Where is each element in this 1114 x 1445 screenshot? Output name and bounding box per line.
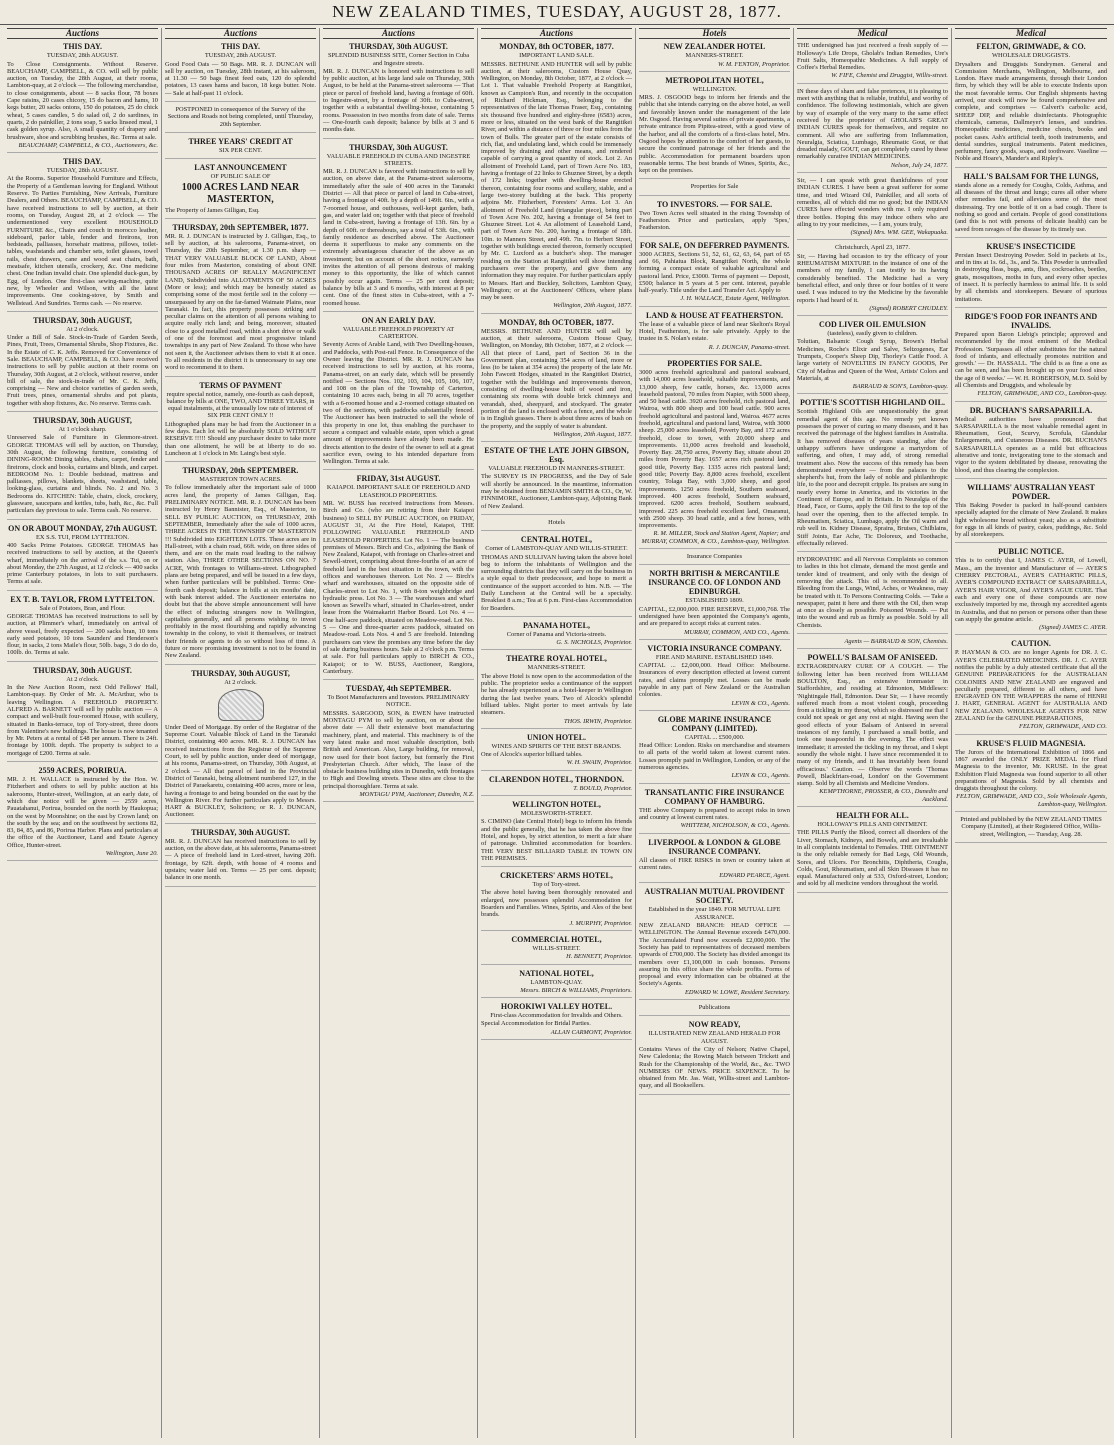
ad-body: The above hotel having been thoroughly renovated and enlarged, now possesses splendid Accommodation for Boarders and Families. Wines, Spirits, and Ales of the best brands. [481,889,632,919]
ad-signature: W. FIFE, Chemist and Druggist, Willis-street. [831,72,948,80]
ad-body: NEW ZEALAND BRANCH: HEAD OFFICE — WELLINGTON. The Annual Revenue exceeds £470,000. The Accumulated Fund now exceeds £2,000,000. The Society has paid to representatives of deceased members upwards of £700,000. The Society has divided amongst its members over £1,100,000 in cash bonuses. Persons assuring in this office share the whole profits. Forms of proposal and every information can be obtained at the Society's Agents. [639,922,790,988]
ad-body: THE PILLS Purify the Blood, correct all disorders of the Liver, Stomach, Kidneys, and Bowels, and are invaluable in all complaints incidental to Females. THE OINTMENT is the only reliable remedy for Bad Legs, Old Wounds, Sores, and Ulcers. For Bronchitis, Diphtheria, Coughs, Colds, Gout, Rheumatism, and all Skin Diseases it has no equal. Manufactured only at 533, Oxford-street, London; and sold by all medicine vendors throughout the world. [797,829,948,888]
ad-body: Contains Views of the City of Nelson; Native Chapel, New Caledonia; the Rowing Match between Trickett and Rush for the Championship of the World, &c., &c. TWO NUMBERS OF NEWS. PRICE SIXPENCE. To be obtained from Mr. Jas. Wait, Willis-street and Lambton-quay, and all Booksellers. [639,1045,790,1090]
ad-signature: EDWARD PEARCE, Agent. [719,872,790,880]
ad-subhead: Christchurch, April 23, 1877. [835,244,910,252]
ad-headline: NOW READY, [688,1020,741,1030]
ad-headline: FOR SALE, ON DEFERRED PAYMENTS. [639,240,790,250]
ad-subhead: At 1 o'clock sharp. [58,426,107,434]
advertisement [955,816,1107,843]
section-heading: Medical [955,28,1107,39]
ad-body: MR. J. H. WALLACE is instructed by the Hon. W. Fitzherbert and others to sell by public auction at his salerooms, Hunter-street, Wellington, at an early date, of which due notice will be given — 2559 acres, Pauatahanui, Porirua, bounded on the north by Haukopua; on the west by Moonshine; on the east by Crown land; on the south by the sea; and on the southwest by sections 82, 83, 84, 85, and 86, Porirua Harbor. Plans and particulars at the office of the Auctioneer, Land and Estate Agency Office, Hunter-street. [7,776,158,849]
section-heading: Medical [797,28,948,39]
ad-body: Special Accommodation for Bridal Parties. [481,1020,591,1028]
ad-body: Unreserved Sale of Furniture in Glenmore-street. GEORGE THOMAS will sell by auction, on Thursday, 30th August, the following furniture, consisting of DINING-ROOM: Dining tables, chairs, carpet, fender and fireirons, clock and books, curtains and blinds, and carpet. BEDROOM No. 1: Double bedstead, mattress and palliasses, pillows, blankets, sheets, washstand, table, looking-glass, curtains and blinds. No. 2 and No. 3 Bedrooms do. KITCHEN: Table, chairs, clock, crockery, glassware, saucepans and kettles, tubs, bath, &c., &c. Full particulars day previous to sale. Terms cash. No reserve. [7,434,158,515]
ad-body: The above Hotel is now open to the accommodation of the public. The proprietor seeks a continuance of the support he has already experienced as a hotel-keeper in Wellington during the last twelve years. Two of Alcock's splendid billiard tables. Night porter to meet arrivals by late steamers. [481,672,632,717]
ad-body: The SURVEY IS IN PROGRESS, and the Day of Sale will shortly be announced. In the meantime, information may be obtained from BENJAMIN SMITH & CO., Or, W. FINNIMORE, Auctioneer, Lambton-quay, Adjoining Bank of New Zealand. [481,473,632,510]
ad-headline: NATIONAL HOTEL, [519,968,594,978]
advertisement [165,381,316,463]
ad-headline: TRANSATLANTIC FIRE INSURANCE COMPANY OF HAMBURG. [644,787,785,806]
advertisement [323,143,474,312]
ad-body: MESSRS. SARGOOD, SON, & EWEN have instructed MONTAGU PYM to sell by auction, on or about the above date — All their extensive boot manufacturing machinery, plant, and material. This machinery is of the very latest make and most valuable description, both British and American. Also, Large building, for removal, now used for their boot factory, but formerly the First Presbyterian Church. After which, The lease of the obstacle business building sites in Dunedin, with frontages to High and Dowling streets. These sites are close to the principal thoroughfare. Terms at sale. [323,709,474,790]
advertisement [7,416,158,520]
ad-subhead: require special notice, namely, one-fourth as cash deposit, balance by bills at ONE, TWO, AND THREE YEARS, in equal instalments, at the unusually low rate of interest of SIX PER CENT ONLY !! [166,390,315,420]
advertisement [7,42,158,153]
advertisement [797,398,948,552]
ad-body: Lithographed plans may be had from the Auctioneer in a few days. Each lot will be absolutely SOLD WITHOUT RESERVE !!!!! Should any purchaser desire to take more than one allotment, he will be at liberty to do so. Luncheon at 1 o'clock in Mr. Laing's best style. [165,420,316,457]
ad-headline: THIS DAY. [63,42,102,52]
ad-headline: TERMS OF PAYMENT [199,380,282,390]
ad-headline: PROPERTIES FOR SALE. [667,358,762,368]
ad-headline: LAND & HOUSE AT FEATHERSTON. [646,310,783,320]
advertisement [955,406,1107,479]
ad-headline: CENTRAL HOTEL, [520,535,593,545]
section-heading: Hotels [639,28,790,39]
ad-subhead: ILLUSTRATED NEW ZEALAND HERALD FOR AUGUST. [648,1030,781,1045]
ad-body: Seventy Acres of Arable Land, with Two Dwelling-houses, and Paddocks, with Post-rail Fence. In Consequence of the Owner leaving the District. MR. R. J. DUNCAN has received instructions to sell by auction, at his rooms, Panama-street, on an early date, which will be presently notified — Sections Nos. 102, 103, 104, 105, 106, 107, and 108 on the plan of the Township of Carterton, containing 10 acres each, being in all 70 acres, together with a 6-roomed house and a 2-roomed cottage situated on two of the sections, with paddocks substantially fenced. The Auctioneer has been instructed to sell the whole of this property in one lot, thus enabling the purchaser to secure a compact and valuable estate, upon which a great amount of improvements have already been made. He directs attention to the desire of the owner to sell at a great sacrifice even, owing to his intended departure from Wellington. Terms at sale. [323,341,474,466]
ad-subhead: (tasteless), easily given to children. [827,330,918,338]
advertisement [481,871,632,931]
ad-body: Medical authorities have pronounced that SARSAPARILLA is the most valuable remedial agent in Rheumatism, Gout, Scurvy, Scrofula, Glandular Enlargements, and Cutaneous Diseases. DR. BUCHAN'S SARSAPARILLA operates as a mild but efficacious alterative and tonic, invigorating tone to the stomach and vigor to the system debilitated by disease, renovating the blood, and thus clearing the complexion. [955,415,1107,474]
ad-body: To follow immediately after the important sale of 1000 acres land, the property of James Gilligan, Esq. PRELIMINARY NOTICE. MR. R. J. DUNCAN has been instructed by Henry Bannister, Esq., of Masterton, to SELL BY PUBLIC AUCTION, on THURSDAY, 20th SEPTEMBER, Immediately after the sale of 1000 acres, THREE ACRES IN THE TOWNSHIP OF MASTERTON !!! Subdivided into EIGHTEEN LOTS. These acres are in Hall-street, with a chain road, 66ft. wide, on three sides of them, and are on the main road leading to the railway station. Also, THREE OTHER SECTIONS ON NO. 7 ACRE, With frontages to Williams-street. Lithographed plans are being prepared, and will be issued in a few days, when further particulars will be published. Terms: One-fourth cash deposit; balance in bills at six months' date, with bank interest added. The Auctioneer entertains no doubt but that the above simple announcement will have the effect of inducing strangers now in Wellington, capitalists generally, and all persons wishing to invest profitably in the most flourishing and rapidly advancing township in the colony, to visit it themselves, or instruct their friends or agents to do so without loss of time. A future or more promising investment is not to be found in New Zealand. [165,484,316,660]
ad-headline: THURSDAY, 30th AUGUST, [191,668,290,678]
column-2 [162,28,320,1438]
ad-signature: J. MURPHY, Proprietor. [569,919,632,927]
ad-headline: CAUTION. [1011,639,1051,649]
advertisement [7,524,158,591]
ad-subhead: MOLESWORTH-STREET. [520,810,593,818]
advertisement [639,1020,790,1094]
ad-headline: MONDAY, 8th OCTOBER, 1877. [499,42,614,52]
ad-signature: Messrs. BIRCH & WILLIAMS, Proprietors. [520,986,632,994]
royal-crest-icon [218,689,264,721]
advertisement [797,320,948,394]
ad-body: MESSRS. BETHUNE AND HUNTER will sell by public auction, at their salerooms, Custom House Quay, Wellington, on Monday, 8th October, 1877, at 2 o'clock — Lot 1. That valuable Freehold Property at Rangitikei, known as Campion's Run, and recently in the occupation of Richard Hickman, Esq., belonging to the representatives of the late Thomas Fraser, Esq., containing six thousand five hundred and eighty-three (6583) acres, more or less, situated on the west bank of the Rangitikei River, and within a distance of three or four miles from the town of Bulls. The greater part of the estate consists of rich, flat, and undulating land, which could be immensely improved by draining and other means, and rendered capable of carrying a great quantity of stock. Lot 2. An allotment of Freehold Land, part of Town Acre No. 183, having a frontage of 22 links to Ghuznee Street, by a depth of 172 links; together with dwelling-house erected thereon, containing four rooms and scullery, stable, and a large two-storey building at the back. This property adjoins Mr. Fitzherbert, Foresters' Arms. Lot 3. An allotment of Freehold Land (triangular piece), being part of Town Acre No. 202, having a frontage of 54 feet to Ghuznee Street. Lot 4. An allotment of Leasehold Land, part of Town Acre No. 200, having a frontage of 18ft. 10in. to Manners Street, and 49ft. 7in. to Herbert Street, together with buildings erected thereon, formerly occupied by Mr. C. Luxford as a butcher's shop. The manager residing on the Station at Rangitikei will show intending purchasers over the property, and give them any information they may require. For further particulars apply to Messrs. Hart and Buckley, Solicitors, Lambton Quay, Wellington; or at the Auctioneers' Offices, where plans may be seen. [481,60,632,302]
ad-headline: TUESDAY, 4th SEPTEMBER. [345,684,452,694]
ad-body: MRS. J. OSGOOD begs to inform her friends and the public that she intends carrying on the above hotel, as well and favorably known under the management of the late Mr. Osgood. Having several suites of private apartments, a private entrance from Pipitea-street, with a good view of the harbor, and all the comforts of a first-class hotel, Mrs. Osgood hopes by attention to the comfort of her guests, to secure the continued patronage of her friends and the public. Accommodation for permanent boarders upon reasonable terms. The best brands of Wines, Spirits, &c., kept on the premises. [639,94,790,175]
ad-body: THE above Company is prepared to accept risks in town and country at lowest current rates. [639,806,790,821]
ad-signature: LEVIN & CO., Agents. [731,699,790,707]
advertisement [955,739,1107,812]
masthead: NEW ZEALAND TIMES, TUESDAY, AUGUST 28, 1877. [0,0,1114,25]
ad-subhead: First-class Accommodation for Invalids and Others. [490,1012,623,1020]
ad-body: THE undersigned has just received a fresh supply of — Holloway's Life Drops, Gholab's Indian Remedies, Ure's Fruit Salts, Homeopathic Medicines. A full supply of Coffee's Herbal Remedies. [797,42,948,72]
column-7 [952,28,1110,1438]
ad-signature: Wellington, June 20. [105,850,158,858]
ad-subhead: KAIAPOI. IMPORTANT SALE OF FREEHOLD AND LEASEHOLD PROPERTIES. [326,484,471,499]
ad-subhead: WHOLESALE DRUGGISTS. [991,52,1071,60]
ad-headline: KRUSE'S FLUID MAGNESIA. [976,738,1086,748]
ad-subhead: HOLLOWAY'S PILLS AND OINTMENT. [817,821,928,829]
ad-headline: THURSDAY, 30th AUGUST. [349,42,448,52]
ad-subhead: SPLENDID BUSINESS SITE, Corner Section in Cuba and Ingestre streets. [327,52,470,67]
ad-body: MR. R. J. DUNCAN is honored with instructions to sell by public auction, at his large land sale on Thursday, 30th August, to be held at the Panama-street salerooms — That piece or parcel of freehold land, having a frontage of 60ft. to Ingestre-street, by a frontage of 30ft. to Cuba-street, together with a substantial dwelling-house, containing 5 rooms. Possession in two months from date of sale. Terms — One-fourth cash deposit; balance by bills at 3 and 6 months date. [323,67,474,134]
advertisement [639,200,790,237]
advertisement [323,42,474,138]
ad-headline: DR. BUCHAN'S SARSAPARILLA. [969,405,1093,415]
ad-headline: THURSDAY, 30th AUGUST. [33,665,132,675]
ad-signature: MURRAY, COMMON, AND CO., Agents. [684,628,790,636]
ad-headline: WELLINGTON HOTEL, [512,800,601,810]
advertisement [165,669,316,824]
advertisement [639,359,790,549]
ad-signature: (Signed) Mrs. WM. GEE, Wakapuaka. [850,229,948,237]
ad-body: EXTRAORDINARY CURE OF A COUGH. — The following letter has been received from WILLIAM BOULTON, Esq., an extensive ironmaster in Staffordshire, and residing at Edmonton, Middlesex: 'Nightingale Hall, Edmonton. Dear Sir, — I have recently suffered much from a most violent cough, proceeding from a tickling in my throat, which so distressed me that I could not speak or get any rest at night. Having seen the good effects of your Balsam of Aniseed in several instances of my family, I purchased a small bottle, and took one teaspoonful in the evening. The effect was immediate; it arrested the tickling in my throat, and I slept soundly the whole night. I have since recommended it to many of my friends, and it has invariably been found efficacious.' Caution. — Observe the words 'Thomas Powell, Blackfriars-road, London' on the Government stamp. Sold by all Chemists and Medicine Vendors. [797,663,948,788]
ad-subhead: MANNERS-STREET. [685,52,744,60]
ad-body: In the New Auction Room, next Odd Fellows' Hall, Lambton-quay. By Order of Mr. A. McArthur, who is leaving Wellington. A FREEHOLD PROPERTY. ALFRED A. BARNETT will sell by public auction — A compact and well-built four-roomed House, with scullery, situated in Banks-terrace, top of Tory-street, three doors from Valentine's new buildings. The house is now tenanted by Mr. Peters at a rental of £48 per annum. There is 24ft. frontage by 100ft. depth. The property is subject to a mortgage of £200. Terms at sale. [7,684,158,757]
ad-signature: W. M. FENTON, Proprietor. [717,60,790,68]
column-4 [478,28,636,1438]
column-3 [320,28,478,1438]
ad-subhead: VALUABLE FREEHOLD IN MANNERS-STREET. [488,465,625,473]
ad-subhead: Established in the year 1849. FOR MUTUAL LIFE ASSURANCE. [648,906,781,921]
ad-subhead: At 2 o'clock. [224,678,257,686]
ad-subhead: At 2 o'clock. [66,325,99,333]
ad-signature: Agents — BARRAUD & SON, Chemists. [844,638,948,646]
ad-headline: PUBLIC NOTICE. [998,547,1064,557]
ad-body: To Close Consignments. Without Reserve. BEAUCHAMP, CAMPBELL, & CO. will sell by public auction, on Tuesday, the 28th August, at their rooms, Lambton-quay, at 2 o'clock — The following merchandise, to close consignments, about — 8 sacks flour, 78 boxes Cape raisins, 20 cases chicory, 15 do bacon and hams, 10 kegs butter, 20 sacks onions, 150 do potatoes, 25 do chick wheat, 5 cases candles, 5 do salad oil, 2 do sardines, in quarts, 2 do painkiller, 2 tons soap, 5 sacks linseed meal, 1 cask golden syrup. Also, A small quantity of drapery and brushware, shoe and scrubbing brushes, &c. Terms at sale. [7,60,158,141]
ad-body: CAPITAL ... £2,000,000. Head Office: Melbourne. Insurances of every description effected at lowest current rates, and claims promptly met. Losses can be made payable in any part of New Zealand or the Australian colonies. [639,662,790,699]
ad-body: The lease of a valuable piece of land near Skelton's Royal Hotel, Featherston, is for sale privately. Apply to the trustee in S. Nolan's estate. [639,320,790,343]
ad-body: Under Deed of Mortgage. By order of the Registrar of the Supreme Court. Valuable Block of Land in the Taranaki District, containing 400 acres. MR. R. J. DUNCAN has received instructions from the Registrar of the Supreme Court, to sell by public auction, under deed of mortgage, at his rooms, Panama-street, on Thursday, 30th August, at 2 o'clock — All that parcel of land in the Provincial District of Taranaki, being allotment numbered 127, in the District of Paraekaretu, containing 400 acres, more or less, having a frontage to and being bounded on the east by the Wellington River. For further particulars apply to Messrs. HART & BUCKLEY, Solicitors; or R. J. DUNCAN, Auctioneer. [165,723,316,819]
ad-subhead: MASTERTON TOWN ACRES. [199,476,282,484]
section-heading: Auctions [165,28,316,39]
ad-subhead: MANNERS-STREET. [527,664,586,672]
ad-subhead: Sale of Potatoes, Bran, and Flour. [39,604,126,612]
ad-body: IN these days of sham and false pretences, it is pleasing to meet with anything that is reliable, truthful, and worthy of confidence. The following testimonials, which are given by way of example of the very many to the same effect received by the proprietor of GHOLAB'S GREAT INDIAN CURES speak for themselves, and require no comment. All who are suffering from Inflammation, Neuralgia, Sciatica, Lumbago, Rheumatic Gout, or that dreaded malady, GOUT, can get completely cured by these remarkably curative INDIAN MEDICINES. [797,87,948,161]
ad-subhead: At 2 o'clock. [66,675,99,683]
ad-body: CAPITAL, £2,000,000. FIRE RESERVE, £1,000,768. The undersigned have been appointed the Company's agents, and are prepared to accept risks at current rates. [639,605,790,628]
ad-body: Sir, — I can speak with great thankfulness of your INDIAN CURES. I have been a great sufferer for some time, and tried Wizard Oil, Painkiller, and all sorts of remedies, all of which did me no good; but the INDIAN CURES have effected wonders with me. I only required three bottles. Hoping this may induce others who are ailing to try your medicines, — I am, yours truly, [797,177,948,228]
ad-headline: PANAMA HOTEL, [523,620,590,630]
ad-signature: T. BOULD, Proprietor. [573,784,632,792]
ad-headline: THIS DAY. [221,42,260,52]
ad-signature: ALLAN CARMONT, Proprietor. [550,1028,632,1036]
advertisement [955,242,1107,308]
ad-headline: AUSTRALIAN MUTUAL PROVIDENT SOCIETY. [644,887,785,906]
advertisement [165,223,316,377]
advertisement [797,42,948,83]
ad-signature: WHITTEM, NICHOLSON, & CO., Agents. [680,822,790,830]
ad-headline: MONDAY, 8th OCTOBER, 1877. [499,317,614,327]
advertisement [639,715,790,784]
advertisement [165,42,316,102]
ad-body: The Property of James Gilligan, Esq. [165,206,260,214]
ad-subhead: WINES AND SPIRITS OF THE BEST BRANDS. [491,742,622,750]
ad-signature: FELTON, GRIMWADE, AND CO., Sole Wholesale Agents, Lambton-quay, Wellington. [956,793,1107,808]
ad-body: MR. W. BUSS has received instructions from Messrs. Birch and Co. (who are retiring from their Kaiapoi business) to SELL BY PUBLIC AUCTION, on FRIDAY, AUGUST 31, At the Fire Hotel, Kaiapoi, THE FOLLOWING VALUABLE FREEHOLD AND LEASEHOLD PROPERTIES. Lot No. 1 — The business premises of Messrs. Birch and Co., adjoining the Bank of New Zealand, Kaiapoi, with frontage on Charles-street and Sewell-street, comprising about three-fourths of an acre of freehold land in the best situation in the town, with the offices and warehouses thereon. Lot No. 2 — Birch's wharf and warehouses, situated on the opposite side of Charles-street to Lot No. 1, with 8-ton weighbridge and hydraulic press. Lot No. 3 — The warehouses and wharf known as Sewell's wharf, situated in Charles-street, under lease from the Waimakariri Harbor Board. Lot No. 4 — One half-acre paddock, situated on Meadow-road. Lot No. 5 — One and three-quarter acres paddock, situated on Meadow-road. Lots Nos. 4 and 5 are freehold. Intending purchasers can view the premises any time before the day of sale during business hours. Sale at 2 o'clock p.m. Terms at sale. For full particulars apply to BIRCH & CO., Kaiapoi; or to W. BUSS, Auctioneer, Rangiora, Canterbury. [323,500,475,675]
advertisement [165,137,316,159]
advertisement [481,969,632,999]
advertisement [639,183,790,195]
ad-headline: LIVERPOOL & LONDON & GLOBE INSURANCE COMPANY. [648,837,781,856]
advertisement [639,644,790,711]
ad-subhead: CAPITAL ... £500,000. [684,733,745,741]
ad-headline: THURSDAY, 30th AUGUST, [33,416,132,426]
advertisement [955,639,1107,734]
ad-body: This Baking Powder is packed in half-pound canisters specially adapted for the climate of New Zealand. It makes light wholesome bread without yeast; also as a substitute for eggs in all kinds of pastry, cakes, puddings, &c. Sold by all storekeepers. [955,501,1107,539]
ad-body: The Jurors of the International Exhibition of 1866 and 1867 awarded the ONLY PRIZE MEDAL for Fluid Magnesia to the inventor, Mr. KRUSE. In the great Exhibition Fluid Magnesia was found superior to all other preparations of Magnesia. Sold by all chemists and druggists throughout the colony. [955,748,1107,793]
ad-signature: LEVIN & CO., Agents. [731,772,790,780]
ad-subhead: WILLIS-STREET. [532,944,581,952]
ad-signature: Nelson, July 24, 1877. [890,161,948,169]
ad-body: Two Town Acres well situated in the rising Township of Featherston. Price and particulars, apply 'Spes,' Featherston. [639,209,790,232]
ad-body: At the Rooms. Superior Household Furniture and Effects, the Property of a Gentleman leaving for England. Without Reserve. To Parties Furnishing, New Arrivals, Furniture Dealers, and Others. BEAUCHAMP, CAMPBELL, & CO. have received instructions to sell by auction, at their rooms, on Tuesday, August 28, at 2 o'clock — The undermentioned very excellent HOUSEHOLD FURNITURE &c., Chairs and couch in morocco leather, sideboard, parlor table, fender and fireirons, iron bedsteads, palliasses, horsehair mattress, pillows, toilet-tables, washstands and chamber sets, toilet glasses, towel rails, chest drawers, cane and wood seat chairs, bath, meatsafe, kitchen utensils, crockery, &c. One medicine chest. One Indian invalid chair. One splendid duck-gun, by Egg, of London. One first-class sewing-machine, quite new, by Wheeler and Wilson, with all the latest improvements. One cooking-stove, by Smith and Wellstead. And Sundries. Terms cash. — No reserve. [7,175,158,307]
ad-headline: METROPOLITAN HOTEL, [665,75,764,85]
ad-headline: KRUSE'S INSECTICIDE [986,241,1076,251]
ad-headline: EX T. B. TAYLOR, FROM LYTTELTON. [10,594,155,604]
ad-headline: NEW ZEALANDER HOTEL [663,42,766,52]
section-heading: Auctions [481,28,632,39]
column-5 [636,28,794,1438]
section-heading: Auctions [7,28,158,39]
ad-headline: HOROKIWI VALLEY HOTEL. [500,1002,613,1012]
ad-subhead: SIX PER CENT. [218,146,263,154]
ad-headline: ON OR ABOUT MONDAY, 27th AUGUST. [8,523,157,533]
ad-body: stands alone as a remedy for Coughs, Colds, Asthma, and all diseases of the throat and lungs; cures all other where other remedies fail, and alleviates some of the most distressing. Try one bottle of it on a bad cough. There is nothing so good and certain. People of good constitutions (and this is not with persons of delicate health) can be saved from ravages of the disease by its timely use. [955,181,1107,233]
ad-body: Tolutian, Balsamic Cough Syrup, Brown's Herbal Medicines, Roche's Elixir and Salve, Seltzogenes, Ear Trumpets, Cooper's Sheep Dip, Thorley's Cattle Food. A large variety of NOVELTIES IN FANCY GOODS, Per City of Madras and Queen of the West, Artists' Colors and Materials, at [797,338,948,382]
ad-body: Sir, — Having had occasion to try the efficacy of your RHEUMATISM MIXTURE in the instance of one of the members of my family, I can testify to its having considerably benefited. The Medicine had a very beneficial effect, and only three or four bottles of it were used. I was induced to try the Medicine by the favorable reports I had heard of it. [797,252,948,304]
ad-subhead: To Boot Manufacturers and Investors. PRELIMINARY NOTICE. [327,694,470,709]
advertisement [323,316,474,471]
ad-subhead: Corner of Panama and Victoria-streets. [506,630,607,638]
ad-headline: TO INVESTORS. — FOR SALE. [656,199,773,209]
ad-headline: ON AN EARLY DAY. [361,315,436,325]
advertisement [323,684,474,802]
advertisement [481,519,632,531]
ad-headline: FELTON, GRIMWADE, & CO. [976,42,1086,52]
advertisement [481,654,632,728]
advertisement [481,775,632,796]
advertisement [7,316,158,412]
ad-body: This is to certify that I, JAMES C. AYER, of Lowell, Mass., am the inventor and Manufacturer of — AYER'S CHERRY PECTORAL, AYER'S CATHARTIC PILLS, AYER'S COMPOUND EXTRACT OF SARSAPARILLA, AYER'S HAIR VIGOR, And AYER'S AGUE CURE. That each and every one of these compounds are now exclusively imported by me, through my accredited agents in Australia, and that no person or persons other than these can supply the genuine article. [955,557,1107,623]
advertisement [639,553,790,565]
ad-body: Good Food Oats — 50 Bags. MR. R. J. DUNCAN will sell by auction, on Tuesday, 28th instant, at his saleroom, at 11.30 — 50 bags finest feed oats, 120 do splendid potatoes, 13 cases hams and bacon, 18 kegs butter. Note. — Sale at half-past 11 o'clock. [165,60,316,97]
ad-body: Scottish Highland Oils are unquestionably the great remedial agent of this age. No remedy yet known possesses the power of curing so many diseases, and it has received the patronage of the highest families in Australia. It has removed diseases of years standing, after the unhappy sufferers have undergone a martyrdom of suffering, and often, I may add, of strong remedial treatment also. Now the success of this remedy has been demonstrated everywhere — from the palaces to the shepherd's hut, from the lady of noble and philanthropic life, to the poor and decrepit cripple. Its praises are sung in nearly every home in America, and its victories in the Continent of Europe, and in Britain. In Neuralgia of the Head, Face, or Gums, apply the Oil first to the top of the head over the opening, then to the affected temple. In Rheumatism, Sciatica, Lumbago, apply the Oil warm and rub well in. Kidney Disease, Sprains, Bruises, Chilblains, Stiff Joints, Ear Ache, Tic Doloreux, and Toothache, effectually relieved. [797,408,948,547]
advertisement [797,653,948,807]
ad-body: All classes of FIRE RISKS in town or country taken at current rates. [639,856,790,871]
ad-body: 3000 acres freehold agricultural and pastoral seaboard, with 14,000 acres leasehold, valuable improvements, and 13,000 sheep, few cattle, horses, &c. 13,000 acres leasehold pastoral, 70 miles from Napier, with 5000 sheep, and 50 head cattle. 3920 acres freehold, rich pastoral land, Wairoa, with 800 sheep and 100 head cattle. 900 acres freehold agricultural and pastoral land, Wairoa. 4677 acres freehold, agricultural and pastoral land, Wairoa, with 3000 sheep. 25,000 acres leasehold, Poverty Bay, and 172 acres freehold, close to town, with 20,000 sheep and improvements. 11,000 acres freehold and leasehold, Poverty Bay. 28,750 acres, Poverty Bay, situate about 20 miles from Poverty Bay. 1657 acres rich pastoral land, good title, Poverty Bay. 1335 acres rich pastoral land; good title; Poverty Bay. 8,800 acres freehold, excellent country, Tolaga Bay, with 3,000 sheep, and good improvements. 1250 acres freehold, Southern seaboard, improved. 400 acres freehold, Southern seaboard, improved. 6200 acres freehold, Southern seaboard, improved. 225 acres freehold excellent land, Omaranui, with 2500 sheep. 30 head cattle, and a few horses, with improvements. [639,368,790,530]
ad-body: P. HAYMAN & CO. are no longer Agents for DR. J. C. AYER'S CELEBRATED MEDICINES. DR. J. C. AYER notifies the public by a duly attested certificate that all the GENUINE PREPARATIONS for the AUSTRALIAN COLONIES AND NEW ZEALAND are engraved and peculiarly prepared, different to all others, and have ENGRAVED ON THE WRAPPERS the name of HENRI J. HART, GENERAL AGENT for AUSTRALIA AND NEW ZEALAND. WHOLESALE AGENTS FOR NEW ZEALAND for the GENUINE PREPARATIONS, [955,649,1107,723]
ad-headline: POWELL'S BALSAM OF ANISEED. [807,653,938,663]
advertisement [165,163,316,219]
ad-subhead: POSTPONED in consequence of the Survey of the Sections and Roads not being completed, until Thursday, 20th September. [167,106,314,128]
ad-headline: THURSDAY, 30th AUGUST. [191,827,290,837]
ad-headline: RIDGE'S FOOD FOR INFANTS AND INVALIDS. [964,311,1098,330]
ad-subhead: Top of Tory-street. [532,881,581,889]
ad-subhead: TUESDAY, 28th AUGUST. [46,52,119,60]
ad-body: HYDROPATHIC and all Nervous Complaints so common to ladies in this hot climate, demand the most gentle and tender kind of treatment, and only with the design of removing the attack. This oil is recommended to all. Bleeding from the Lungs, Wind, Aches, or Weakness, may be treated with it. To Persons Contracting Colds. — Take a newspaper, paint it here and there with the Oil, then wrap at once as closely as possible. Poisoned Wounds. — Put into the wound and rub as firmly as possible. Sold by all Chemists. [797,556,948,629]
ad-body: THOMAS AND SULLIVAN having taken the above hotel beg to inform the inhabitants of Wellington and the surrounding districts that they will carry on the business in a style equal to their predecessor, and hope to merit a continuance of the support accorded to him. N.B. — The Daily Luncheon at the Central will be a specialty. Breakfast 8 a.m.; Tea at 6 p.m. First-class Accommodation for Boarders. [481,553,632,612]
advertisement [7,595,158,662]
ad-signature: FELTON, GRIMWADE, AND CO. [1019,723,1107,731]
ad-headline: THREE YEARS' CREDIT AT [188,136,293,146]
ad-headline: UNION HOTEL. [526,732,587,742]
ad-signature: (Signed) JAMES C. AYER. [1039,624,1107,632]
column-1 [4,28,162,1438]
advertisement [7,766,158,861]
ad-headline: WILLIAMS' AUSTRALIAN YEAST POWDER. [967,482,1095,501]
ad-subhead: EX S.S. TUI, FROM LYTTELTON. [36,533,129,541]
ad-headline: COMMERCIAL HOTEL, [511,934,602,944]
advertisement [639,838,790,884]
ad-body: GEORGE THOMAS has received instructions to sell by auction, at Plimmer's wharf, immediately on arrival of above vessel, freely expected — 200 sacks bran, 10 tons early seed potatoes, 10 tons Saunders' and Henderson's flour, in sacks, 2 tons Maile's flour, 50lb. bags, 3 do do do, 100lb. do. Terms at sale. [7,613,158,657]
section-heading: Auctions [323,28,474,39]
advertisement [797,88,948,173]
ad-body: S. CIMINO (late Central Hotel) begs to inform his friends and the public generally, that he has taken the above fine Hotel, and hopes, by strict attention, to merit a fair share of patronage. Unlimited accommodation for boarders. THE VERY BEST BILLIARD TABLE IN TOWN ON THE PREMISES. [481,818,632,862]
ad-subhead: Printed and published by the NEW ZEALAND TIMES Company (Limited), at their Registered Office, Willis-street, Wellington, — Tuesday, Aug. 28. [960,816,1102,838]
ad-signature: MONTAGU PYM, Auctioneer, Dunedin, N.Z. [359,791,474,799]
newspaper-columns [4,28,1110,1438]
ad-headline: GLOBE MARINE INSURANCE COMPANY (LIMITED). [657,714,772,733]
advertisement [165,466,316,664]
advertisement [481,733,632,771]
ad-body: 400 Sacks Prime Potatoes. GEORGE THOMAS has received instructions to sell by auction, at the Queen's wharf, immediately on the arrival of the s.s. Tui, on or about Monday, the 27th August, at 12 o'clock — 400 sacks prime Canterbury potatoes, in lots to suit purchasers. Terms at sale. [7,541,158,586]
ad-subhead: VALUABLE FREEHOLD PROPERTY AT CARTERTON. [342,325,455,341]
ad-subhead: Properties for Sale [690,183,739,191]
advertisement [481,800,632,867]
ad-headline: THURSDAY, 20th SEPTEMBER, 1877. [172,222,309,232]
ad-subhead: Corner of LAMBTON-QUAY AND WILLIS-STREET. [485,545,628,553]
ad-subhead: IMPORTANT LAND SALE. [519,52,594,60]
advertisement [481,621,632,651]
ad-subhead: LAMBTON-QUAY. [530,978,583,986]
ad-headline: THURSDAY, 30th AUGUST. [349,142,448,152]
ad-headline: ESTATE OF THE LATE JOHN GIBSON, Esq. [484,446,629,465]
advertisement [797,638,948,649]
ad-subhead: Insurance Companies [686,553,743,561]
advertisement [481,935,632,965]
ad-subhead: FIRE AND MARINE. ESTABLISHED 1849. [655,653,774,661]
ad-subhead: WELLINGTON. [692,85,737,93]
ad-headline: HEALTH FOR ALL. [836,811,909,821]
ad-headline: THURSDAY, 30th AUGUST, [33,315,132,325]
ad-headline: FRIDAY, 31st AUGUST. [356,474,441,484]
advertisement [7,157,158,312]
ad-headline: CLARENDON HOTEL, THORNDON. [489,774,624,784]
advertisement [165,828,316,887]
ad-display-line: 1000 ACRES LAND NEAR MASTERTON, [181,181,300,205]
ad-headline: THURSDAY, 20th SEPTEMBER. [182,466,299,476]
ad-headline: THEATRE ROYAL HOTEL, [506,654,607,664]
ad-signature: R. M. MILLER, Stock and Station Agent, Napier; and MURRAY, COMMON, & CO., Lambton-quay, Wellington. [641,530,790,545]
ad-headline: POTTIE'S SCOTTISH HIGHLAND OIL. [800,398,945,408]
advertisement [639,887,790,1000]
ad-body: One of Alcock's superior billiard tables. [481,751,583,759]
ad-headline: COD LIVER OIL EMULSION [819,320,926,330]
ad-signature: (Signed) ROBERT CHUDLEY. [869,304,948,312]
ad-signature: FELTON, GRIMWADE, AND CO., Lambton-quay. [977,390,1107,398]
advertisement [481,446,632,515]
ad-headline: 2559 ACRES, PORIRUA. [38,766,127,776]
column-6 [794,28,952,1438]
ad-body: MR. R. J. DUNCAN is instructed by J. Gilligan, Esq., to sell by auction, at his salerooms, Panama-street, on Thursday, the 20th September, at 1.30 p.m. sharp — THAT VERY VALUABLE BLOCK OF LAND, About four miles from Masterton, consisting of about ONE THOUSAND ACRES OF REALLY MAGNIFICENT LAND, Subdivided into ALLOTMENTS OF 50 ACRES (More or less); and which may be honestly stated as comprising some of the most fertile soil in the colony — unsurpassed by any on the far-famed Waimate Plains, near Taranaki. In fact, this property possesses striking and peculiar claims on the attention of all persons wishing to acquire really rich land; and being, moreover, situated close to a good metalled road, within a short drive or walk of one of the foremost and most progressive inland townships in any part of New Zealand. To those who have not seen it, the Auctioneer advises them to visit it at once. To all residents in the district it is unnecessary to say one word to recommend it to them. [165,232,316,372]
advertisement [955,312,1107,402]
ad-signature: KEMPTHORNE, PROSSER, & CO., Dunedin and Auckland. [819,788,948,803]
ad-headline: VICTORIA INSURANCE COMPANY. [647,643,782,653]
advertisement [955,42,1107,167]
advertisement [7,666,158,762]
ad-subhead: Publications [698,1004,731,1012]
ad-signature: Wellington, 20th August, 1877. [553,302,632,310]
ad-body: MR. R. J. DUNCAN is favored with instructions to sell by auction, on above date, at the Panama-street salerooms, immediately after the sale of 400 acres in the Taranaki District — All that piece or parcel of land in Cuba-street, having a frontage of 40ft. by a depth of 149ft. 6in., with a 7-roomed house, and outhouses, well-kept garden, bath, gas, and water laid on; together with that piece of freehold land in Cuba-street, having a frontage of 13ft. 6in. by a depth of 60ft. or thereabouts, say a total of 53ft. 6in., with family residence as described above. The Auctioneer deems it superfluous to make any comments on the extremely advantageous character of the above as an investment; but on account of the short notice, earnestly invites the attention of all persons desirous of making money to this opportunity, the like of which cannot possibly occur again. Terms — 25 per cent deposit; balance by bills at 3 and 6 months, with interest at 8 per cent. One of the finest sites in Cuba-street, with a 7-roomed house. [323,168,474,307]
advertisement [639,76,790,180]
ad-body: Prepared upon Baron Liebig's principle; approved and recommended by the most eminent of the Medical Profession. 'Surpasses all other substitutes for the natural food of infants, and effectually promotes nutrition and growth.' — Dr. HASSALL. 'The child is as fine a one as can be seen, and has been brought up on your food since the age of 8 weeks.' — W. H. ROBERTSON, M.D. Sold by all Chemists and Druggists, and wholesale by [955,330,1107,389]
advertisement [323,474,474,680]
ad-headline: LAST ANNOUNCEMENT [194,163,287,173]
ad-signature: EDWARD W. LOWE, Resident Secretary. [684,988,790,996]
advertisement [481,1002,632,1040]
ad-headline: CRICKETERS' ARMS HOTEL, [500,871,613,881]
ad-subhead: TUESDAY, 28th AUGUST. [46,167,119,175]
advertisement [639,241,790,307]
ad-body: MESSRS. BETHUNE AND HUNTER will sell by auction, at their salerooms, Custom House Quay, Wellington, on Monday, 8th October, 1877, at 2 o'clock — All that piece of Land, part of Section 36 in the Government plan, containing 354 acres of land, more or less (to be taken at 354 acres) the property of the late Mr. John Fawcett Hodges, situated in the Rangitikei District, together with the buildings and improvements thereon, consisting of dwelling-house built of wood and iron, containing six rooms with double brick chimneys and verandah, shed, sheepyard, and stockyard. The greater portion of the land is enclosed with a fence, and the whole is in English grasses. There is about three acres of bush on the property, and the supply of water is abundant. [481,327,632,430]
ad-body: Drysalters and Druggists Sundrymen. General and Commission Merchants, Wellington, Melbourne, and London. Have made arrangements, through their London firm, by which they will be able to execute Indents upon the most favorable terms. Our English shipments having arrived, our stock will now be found comprehensive and complete, and comprises — Calvert's carbolic acid, SHEEP DIP, and reliable disinfectants. Photographic chemicals, cameras, Dallmeyer's lenses, and sundries. Homeopathic medicines, medicine chests, books and pocket cases. Ash's artificial teeth, tooth instruments, and dental sundries, surgical instruments. Patent medicines, perfumery, fancy goods, soaps, and toothware. Vaseline — Noble and Hoare's, Mander's and Ripley's. [955,60,1107,163]
advertisement [639,311,790,355]
advertisement [481,535,632,617]
ad-signature: G. S. NICHOLLS, Proprietor. [556,639,632,647]
ad-body: Head Office: London. Risks on merchandise and steamers to all parts of the world taken at lowest current rates. Losses promptly paid in Wellington, London, or any of the numerous agencies. [639,742,790,772]
advertisement [955,483,1107,543]
advertisement [797,556,948,634]
ad-subhead: ESTABLISHED 1809. [685,597,744,605]
ad-headline: NORTH BRITISH & MERCANTILE INSURANCE CO. OF LONDON AND EDINBURGH. [648,569,781,597]
advertisement [797,244,948,316]
ad-signature: BEAUCHAMP, CAMPBELL, & CO., Auctioneers, &c. [18,141,158,149]
ad-subhead: OF PUBLIC SALE OF [210,173,271,181]
advertisement [165,106,316,133]
ad-signature: H. BENNETT, Proprietor. [566,953,632,961]
advertisement [955,172,1107,238]
ad-headline: THIS DAY. [63,157,102,167]
advertisement [639,1004,790,1016]
advertisement [639,42,790,72]
advertisement [481,42,632,313]
ad-body: Persian Insect Destroying Powder. Sold in packets at 1s., and in tins at 1s. 6d., 3s., and 5s. This Powder is unrivalled in destroying fleas, bugs, ants, flies, cockroaches, beetles, gnats, mosquitoes, moths in furs, and every other species of insect. It is perfectly harmless to animal life. It is sold by all chemists and storekeepers. Beware of spurious imitations. [955,251,1107,303]
ad-signature: R. J. DUNCAN, Panama-street. [708,343,790,351]
ad-body: Under a Bill of Sale. Stock-in-Trade of Garden Seeds, Pines, Fruit, Trees, Ornamental Shrubs, Shop Fixtures, &c. In the Estate of C. K. Jeffs. Removed for Convenience of Sale. BEAUCHAMP, CAMPBELL, & CO. have received instructions to sell by public auction at their rooms on Thursday, 30th August, at 2 o'clock, without reserve, under bill of sale, the stock-in-trade of Mr. C. K. Jeffs, comprising — New and choice varieties of garden seeds, Fruit trees, pines, ornamental shrubs and pot plants, together with shop fixtures, &c. No reserve. Terms cash. [7,334,158,407]
advertisement [639,569,790,639]
advertisement [481,318,632,442]
ad-signature: J. H. WALLACE, Estate Agent, Wellington. [680,295,790,303]
ad-signature: Wellington, 20th August, 1877. [553,430,632,438]
advertisement [797,177,948,240]
advertisement [797,811,948,893]
ad-subhead: TUESDAY, 28th AUGUST. [204,52,277,60]
advertisement [955,547,1107,635]
ad-signature: W. H. SWAIN, Proprietor. [566,759,632,767]
ad-subhead: VALUABLE FREEHOLD IN CUBA AND INGESTRE STREETS. [326,152,471,167]
ad-subhead: Hotels [548,518,565,526]
ad-body: 3000 ACRES, Sections 51, 52, 61, 62, 63, 64, part of 65 and 66, Pahiatua Block, Rangitikei North, the whole forming a compact estate of valuable agricultural and pastoral land. Price, £3000. Terms of payment — Deposit, £500; balance in 5 years at 5 per cent. interest, payable half-yearly. Title under the Land Transfer Act. Apply to [639,250,790,295]
ad-body: MR. R. J. DUNCAN has received instructions to sell by auction, on the above date, at his salerooms, Panama-street — A piece of freehold land in Lord-street, having 20ft. frontage, by 62ft. depth, with house of 4 rooms and upstairs; water laid on. Terms — 25 per cent. deposit; balance in one month. [165,837,316,882]
ad-signature: THOS. IRWIN, Proprietor. [564,717,632,725]
ad-signature: BARRAUD & SON'S, Lambton-quay. [852,383,948,391]
advertisement [639,788,790,834]
ad-headline: HALL'S BALSAM FOR THE LUNGS, [963,171,1099,181]
